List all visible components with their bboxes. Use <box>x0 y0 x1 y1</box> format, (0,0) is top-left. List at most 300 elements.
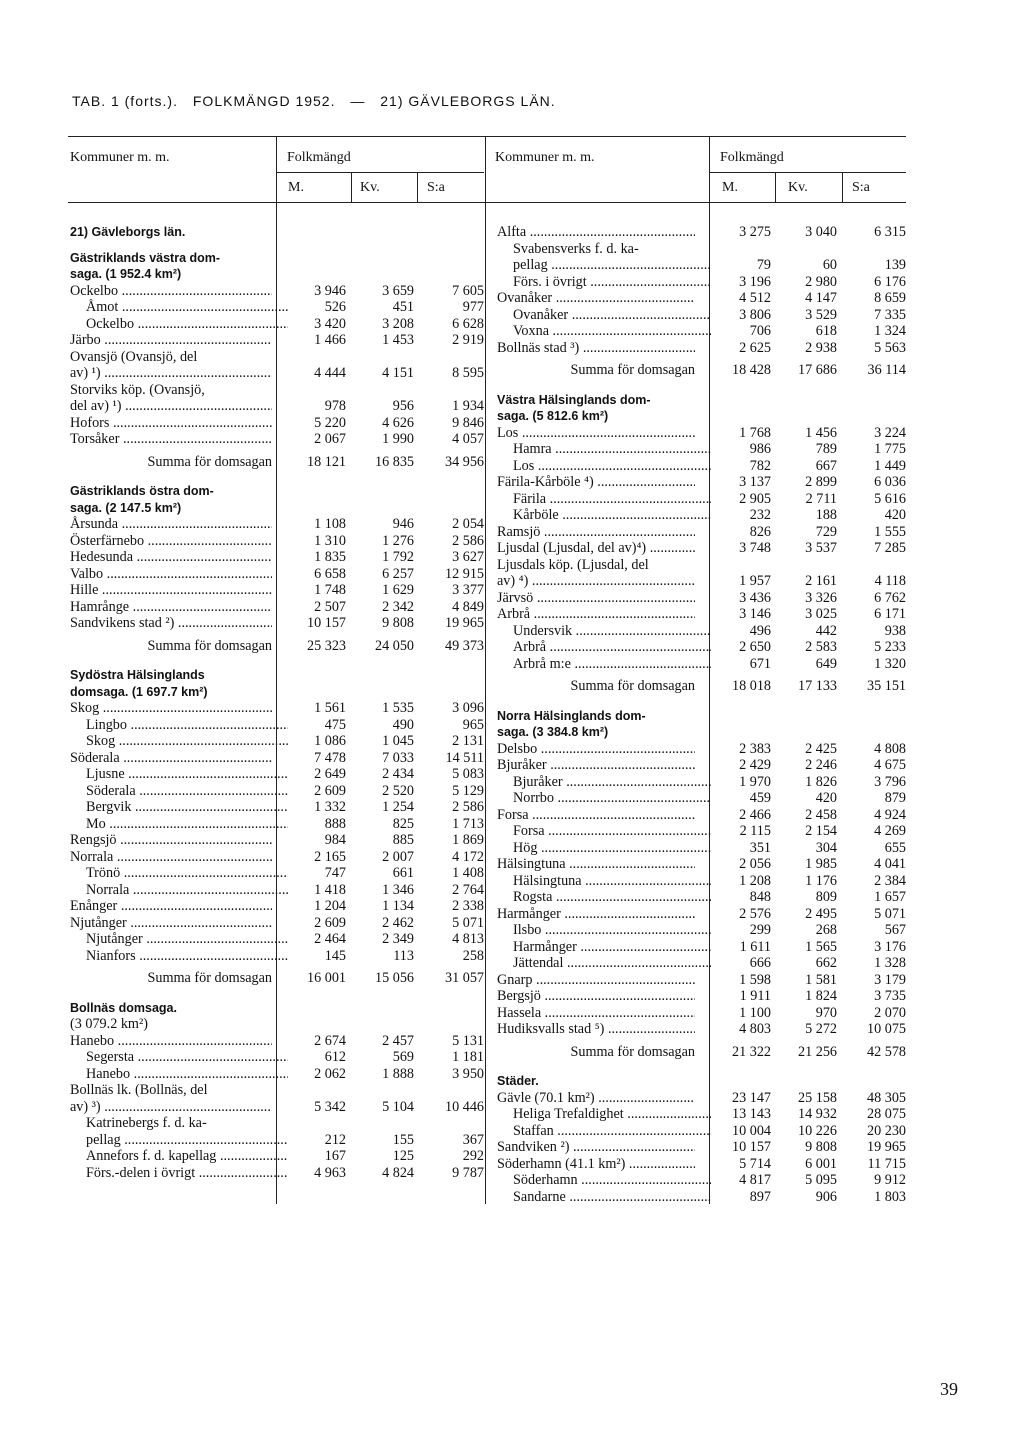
row-label: Njutånger ..... <box>70 915 272 932</box>
row-label: Arbrå m:e ..... <box>497 656 711 673</box>
header-kommuner-left: Kommuner m. m. <box>70 150 170 165</box>
row-label: 21) Gävleborgs län. <box>70 225 186 239</box>
section-spacer <box>70 991 486 1000</box>
cell-sa: 2 586 <box>452 532 484 549</box>
cell-m: 1 748 <box>314 582 346 598</box>
cell-kv: 10 226 <box>797 1122 837 1139</box>
section-heading <box>70 250 486 267</box>
cell-sa: 2 764 <box>452 881 484 898</box>
col-rule-4 <box>351 172 352 202</box>
cell-sa: 258 <box>462 947 484 964</box>
table-row <box>497 458 907 475</box>
row-label: Söderala ..... <box>70 750 272 767</box>
table-row <box>70 832 486 849</box>
cell-m: 5 342 <box>314 1098 346 1115</box>
table-row <box>70 915 486 932</box>
cell-m: 1 768 <box>739 424 771 441</box>
cell-sa: 1 934 <box>452 398 484 414</box>
cell-sa: 420 <box>884 507 906 523</box>
cell-sa: 9 912 <box>874 1172 906 1188</box>
cell-sa: 5 129 <box>452 782 484 799</box>
cell-kv: 5 095 <box>805 1172 837 1188</box>
cell-m: 2 650 <box>739 639 771 655</box>
table-row <box>497 1090 907 1107</box>
cell-kv: 3 208 <box>382 315 414 332</box>
cell-m: 496 <box>749 622 771 639</box>
cell-m: 782 <box>749 457 771 474</box>
cell-sa: 1 320 <box>874 655 906 672</box>
cell-m: 351 <box>749 839 771 856</box>
cell-sa: 3 179 <box>874 971 906 988</box>
cell-kv: 2 583 <box>805 639 837 655</box>
cell-kv: 5 272 <box>805 1021 837 1037</box>
cell-kv: 25 158 <box>797 1089 837 1106</box>
cell-m: 3 748 <box>739 540 771 556</box>
table-row <box>497 1139 907 1156</box>
cell-kv: 1 826 <box>805 773 837 790</box>
cell-m: 18 428 <box>731 362 771 378</box>
table-row <box>497 774 907 791</box>
row-label: Trönö ..... <box>70 865 288 882</box>
row-label: (3 079.2 km²) <box>70 1016 148 1032</box>
row-label: saga. (3 384.8 km²) <box>497 725 609 739</box>
cell-kv: 4 151 <box>382 365 414 381</box>
cell-kv: 451 <box>392 299 414 315</box>
cell-sa: 7 605 <box>452 282 484 299</box>
row-label: Svabensverks f. d. ka- <box>513 240 639 257</box>
cell-kv: 1 346 <box>382 881 414 898</box>
cell-kv: 21 256 <box>797 1043 837 1060</box>
table-row <box>70 700 486 717</box>
table-row <box>70 717 486 734</box>
cell-sa: 139 <box>884 257 906 273</box>
cell-kv: 1 792 <box>382 549 414 565</box>
row-label: Skog ..... <box>70 733 288 750</box>
cell-m: 1 957 <box>739 573 771 589</box>
cell-m: 16 001 <box>306 970 346 986</box>
cell-sa: 49 373 <box>444 637 484 654</box>
row-label: Norrala ..... <box>70 849 272 866</box>
sum-row <box>497 362 907 379</box>
row-label: pellag ..... <box>70 1132 288 1149</box>
cell-m: 1 108 <box>314 516 346 532</box>
row-label: Söderala ..... <box>70 783 288 800</box>
section-heading <box>497 708 907 725</box>
row-label: Ovanåker ..... <box>497 290 695 307</box>
table-row <box>497 491 907 508</box>
cell-sa: 8 595 <box>452 365 484 381</box>
cell-m: 2 507 <box>314 598 346 615</box>
section-heading <box>70 684 486 701</box>
cell-sa: 567 <box>884 922 906 938</box>
cell-sa: 1 869 <box>452 832 484 848</box>
cell-sa: 6 628 <box>452 315 484 332</box>
cell-m: 1 100 <box>739 1004 771 1021</box>
cell-sa: 36 114 <box>867 362 906 378</box>
row-label: av) ¹) ..... <box>70 365 272 382</box>
cell-sa: 6 762 <box>874 589 906 606</box>
row-label: Norra Hälsinglands dom- <box>497 708 646 723</box>
section-heading <box>70 266 486 283</box>
section-heading <box>497 408 907 425</box>
table-row <box>497 257 907 274</box>
cell-m: 1 418 <box>314 881 346 898</box>
left-table-column <box>70 224 486 1181</box>
row-label: Bollnäs stad ³) ..... <box>497 340 695 357</box>
cell-sa: 35 151 <box>866 678 906 694</box>
row-label: Ovansjö (Ovansjö, del <box>70 348 198 365</box>
table-row <box>497 307 907 324</box>
row-label: Arbrå ..... <box>497 606 695 623</box>
header-kommuner-right: Kommuner m. m. <box>495 150 595 165</box>
table-row <box>70 415 486 432</box>
cell-kv: 661 <box>392 865 414 881</box>
table-row <box>497 790 907 807</box>
cell-m: 2 576 <box>739 905 771 922</box>
table-row <box>70 1115 486 1132</box>
cell-kv: 15 056 <box>374 970 414 986</box>
section-spacer <box>497 699 907 708</box>
header-folkmangd-right: Folkmängd <box>720 150 784 165</box>
cell-sa: 4 675 <box>874 757 906 773</box>
cell-sa: 4 269 <box>874 823 906 839</box>
cell-m: 1 598 <box>739 971 771 988</box>
cell-kv: 9 808 <box>805 1139 837 1155</box>
cell-sa: 1 657 <box>874 889 906 905</box>
section-heading <box>70 483 486 500</box>
table-row <box>497 656 907 673</box>
cell-kv: 1 985 <box>805 856 837 872</box>
table-row <box>497 955 907 972</box>
row-label: Sandvikens stad ²) ..... <box>70 615 272 632</box>
row-label: Nianfors ..... <box>70 948 288 965</box>
table-row <box>70 1066 486 1083</box>
row-label: domsaga. (1 697.7 km²) <box>70 684 208 699</box>
cell-kv: 1 276 <box>382 532 414 549</box>
cell-m: 2 625 <box>739 339 771 356</box>
cell-kv: 970 <box>815 1004 837 1021</box>
cell-m: 18 121 <box>306 453 346 470</box>
row-label: Jättendal ..... <box>497 955 711 972</box>
cell-kv: 3 659 <box>382 282 414 299</box>
table-row <box>497 757 907 774</box>
cell-kv: 3 025 <box>805 606 837 622</box>
cell-kv: 649 <box>815 655 837 672</box>
table-row <box>497 1021 907 1038</box>
cell-sa: 4 057 <box>452 431 484 447</box>
cell-m: 3 436 <box>739 589 771 606</box>
row-label: Summa för domsagan <box>147 637 272 654</box>
table-row <box>70 283 486 300</box>
cell-m: 826 <box>749 523 771 540</box>
row-label: Hamrånge ..... <box>70 599 272 616</box>
cell-kv: 4 626 <box>382 414 414 431</box>
row-label: Lingbo ..... <box>70 717 288 734</box>
row-label: Bjuråker ..... <box>497 757 695 774</box>
cell-m: 5 220 <box>314 414 346 431</box>
cell-sa: 3 377 <box>452 582 484 598</box>
cell-sa: 11 715 <box>867 1155 906 1172</box>
table-row <box>497 524 907 541</box>
table-row <box>70 382 486 399</box>
cell-m: 671 <box>749 655 771 672</box>
row-label: Gästriklands östra dom- <box>70 484 214 498</box>
row-label: Segersta ..... <box>70 1049 288 1066</box>
table-row <box>497 988 907 1005</box>
row-label: Summa för domsagan <box>147 970 272 986</box>
row-label: Hassela ..... <box>497 1005 695 1022</box>
cell-kv: 946 <box>392 516 414 532</box>
row-label: Åmot ..... <box>70 299 288 316</box>
cell-sa: 1 328 <box>874 955 906 971</box>
cell-m: 1 204 <box>314 898 346 914</box>
row-label: Städer. <box>497 1074 539 1088</box>
cell-sa: 10 075 <box>866 1021 906 1037</box>
cell-kv: 490 <box>392 716 414 733</box>
cell-sa: 4 808 <box>874 740 906 757</box>
cell-kv: 2 495 <box>805 905 837 922</box>
cell-sa: 31 057 <box>444 970 484 986</box>
table-row <box>497 1005 907 1022</box>
section-heading <box>70 224 486 241</box>
cell-m: 526 <box>324 299 346 315</box>
cell-kv: 2 938 <box>805 339 837 356</box>
cell-kv: 2 711 <box>805 490 837 507</box>
row-label: Ljusdal (Ljusdal, del av)⁴) ..... <box>497 540 695 557</box>
header-m-left: M. <box>288 180 304 195</box>
cell-kv: 268 <box>815 922 837 938</box>
cell-m: 2 609 <box>314 782 346 799</box>
table-row <box>497 606 907 623</box>
table-row <box>70 316 486 333</box>
cell-sa: 3 627 <box>452 549 484 565</box>
cell-kv: 24 050 <box>374 637 414 654</box>
cell-m: 3 420 <box>314 315 346 332</box>
cell-m: 1 332 <box>314 799 346 815</box>
row-label: Arbrå ..... <box>497 639 711 656</box>
row-label: Los ..... <box>497 458 711 475</box>
table-row <box>497 741 907 758</box>
cell-sa: 2 384 <box>874 872 906 889</box>
row-label: Harmånger ..... <box>497 906 695 923</box>
cell-sa: 5 563 <box>874 339 906 356</box>
row-label: Delsbo ..... <box>497 741 695 758</box>
cell-sa: 5 083 <box>452 766 484 782</box>
row-label: Torsåker ..... <box>70 431 272 448</box>
cell-sa: 4 813 <box>452 931 484 947</box>
cell-m: 848 <box>749 889 771 905</box>
header-kv-right: Kv. <box>788 180 808 195</box>
row-label: Färila-Kårböle ⁴) ..... <box>497 474 695 491</box>
cell-sa: 10 446 <box>444 1098 484 1115</box>
cell-kv: 1 254 <box>382 799 414 815</box>
table-row <box>70 849 486 866</box>
table-row <box>497 474 907 491</box>
col-rule-6 <box>775 172 776 202</box>
cell-kv: 2 007 <box>382 848 414 865</box>
row-label: Hamra ..... <box>497 441 711 458</box>
cell-sa: 5 616 <box>874 490 906 507</box>
cell-kv: 420 <box>815 790 837 806</box>
cell-m: 2 115 <box>739 823 771 839</box>
table-row <box>70 615 486 632</box>
cell-kv: 3 537 <box>805 540 837 556</box>
row-label: Järbo ..... <box>70 332 272 349</box>
cell-kv: 1 581 <box>805 971 837 988</box>
row-label: Hanebo ..... <box>70 1066 288 1083</box>
table-row <box>497 906 907 923</box>
cell-kv: 1 990 <box>382 431 414 447</box>
table-row <box>70 299 486 316</box>
cell-sa: 2 919 <box>452 332 484 348</box>
row-label: Heliga Trefaldighet ..... <box>497 1106 711 1123</box>
table-row <box>70 332 486 349</box>
cell-sa: 12 915 <box>444 565 484 582</box>
table-row <box>70 733 486 750</box>
page-title <box>72 93 566 109</box>
cell-kv: 2 462 <box>382 914 414 931</box>
cell-kv: 618 <box>815 323 837 339</box>
cell-sa: 6 176 <box>874 273 906 290</box>
table-row <box>497 340 907 357</box>
row-label: Kårböle ..... <box>497 507 711 524</box>
table-row <box>497 807 907 824</box>
table-row <box>70 1099 486 1116</box>
table-row <box>70 549 486 566</box>
cell-sa: 2 054 <box>452 516 484 532</box>
header-kv-left: Kv. <box>360 180 380 195</box>
table-row <box>497 274 907 291</box>
cell-kv: 885 <box>392 832 414 848</box>
cell-m: 25 323 <box>306 637 346 654</box>
row-label: Hälsingtuna ..... <box>497 856 695 873</box>
table-row <box>70 365 486 382</box>
cell-m: 2 609 <box>314 914 346 931</box>
table-row <box>70 599 486 616</box>
table-row <box>70 1148 486 1165</box>
cell-m: 1 310 <box>314 532 346 549</box>
table-row <box>70 766 486 783</box>
table-row <box>497 540 907 557</box>
cell-sa: 3 224 <box>874 424 906 441</box>
row-label: Ockelbo ..... <box>70 316 288 333</box>
cell-kv: 1 176 <box>805 872 837 889</box>
cell-m: 459 <box>749 790 771 806</box>
cell-m: 10 004 <box>731 1122 771 1139</box>
table-row <box>497 573 907 590</box>
cell-kv: 825 <box>392 815 414 832</box>
row-label: del av) ¹) ..... <box>70 398 272 415</box>
table-row <box>70 1033 486 1050</box>
cell-m: 3 196 <box>739 273 771 290</box>
table-row <box>70 783 486 800</box>
cell-sa: 7 335 <box>874 306 906 323</box>
row-label: Rengsjö ..... <box>70 832 272 849</box>
cell-m: 232 <box>749 507 771 523</box>
row-label: Summa för domsagan <box>570 678 695 694</box>
page-number: 39 <box>940 1379 958 1399</box>
row-label: Rogsta ..... <box>497 889 711 906</box>
table-row <box>70 948 486 965</box>
sum-row <box>70 638 486 655</box>
table-row <box>70 865 486 882</box>
table-row <box>70 431 486 448</box>
cell-m: 3 806 <box>739 306 771 323</box>
cell-kv: 125 <box>392 1148 414 1164</box>
cell-sa: 4 172 <box>452 848 484 865</box>
county-title: 21) GÄVLEBORGS LÄN. <box>380 93 556 109</box>
cell-kv: 4 824 <box>382 1164 414 1181</box>
cell-sa: 1 449 <box>874 457 906 474</box>
row-label: Enånger ..... <box>70 898 272 915</box>
table-row <box>70 566 486 583</box>
cell-kv: 809 <box>815 889 837 905</box>
cell-kv: 956 <box>392 398 414 414</box>
cell-sa: 28 075 <box>866 1106 906 1122</box>
cell-kv: 60 <box>822 257 837 273</box>
cell-kv: 3 040 <box>805 224 837 240</box>
cell-kv: 442 <box>815 622 837 639</box>
cell-kv: 3 529 <box>805 306 837 323</box>
cell-m: 212 <box>324 1131 346 1148</box>
row-label: Ilsbo ..... <box>497 922 711 939</box>
table-row <box>497 1106 907 1123</box>
cell-m: 6 658 <box>314 565 346 582</box>
table-number: TAB. 1 (forts.). <box>72 93 178 109</box>
cell-kv: 17 133 <box>797 678 837 694</box>
row-label: Gnarp ..... <box>497 972 695 989</box>
row-label: Gästriklands västra dom- <box>70 250 221 265</box>
cell-sa: 20 230 <box>866 1122 906 1139</box>
cell-kv: 2 458 <box>805 806 837 823</box>
cell-m: 475 <box>324 716 346 733</box>
table-row <box>497 873 907 890</box>
cell-m: 21 322 <box>731 1043 771 1060</box>
table-row <box>70 1132 486 1149</box>
cell-m: 978 <box>324 398 346 414</box>
cell-kv: 1 045 <box>382 733 414 749</box>
header-bottom-rule <box>68 202 906 203</box>
row-label: Sydöstra Hälsinglands <box>70 668 205 682</box>
table-row <box>497 623 907 640</box>
cell-kv: 789 <box>815 441 837 457</box>
row-label: saga. (1 952.4 km²) <box>70 267 182 281</box>
cell-sa: 977 <box>462 299 484 315</box>
row-label: Bergsjö ..... <box>497 988 695 1005</box>
row-label: Gävle (70.1 km²) ..... <box>497 1090 695 1107</box>
table-row <box>70 799 486 816</box>
cell-m: 7 478 <box>314 749 346 766</box>
row-label: Hudiksvalls stad ⁵) ..... <box>497 1021 695 1038</box>
cell-kv: 906 <box>815 1188 837 1205</box>
cell-sa: 1 713 <box>452 815 484 832</box>
table-row <box>497 425 907 442</box>
cell-kv: 2 457 <box>382 1032 414 1049</box>
cell-sa: 655 <box>884 839 906 856</box>
table-row <box>497 557 907 574</box>
table-row <box>497 639 907 656</box>
row-label: av) ⁴) ..... <box>497 573 695 590</box>
cell-sa: 42 578 <box>866 1043 906 1060</box>
row-label: Ovanåker ..... <box>497 307 711 324</box>
cell-kv: 1 629 <box>382 582 414 598</box>
cell-sa: 5 233 <box>874 639 906 655</box>
cell-sa: 3 735 <box>874 988 906 1004</box>
table-title: FOLKMÄNGD 1952. <box>192 93 336 109</box>
cell-m: 666 <box>749 955 771 971</box>
cell-m: 145 <box>324 947 346 964</box>
row-label: Ljusne ..... <box>70 766 288 783</box>
